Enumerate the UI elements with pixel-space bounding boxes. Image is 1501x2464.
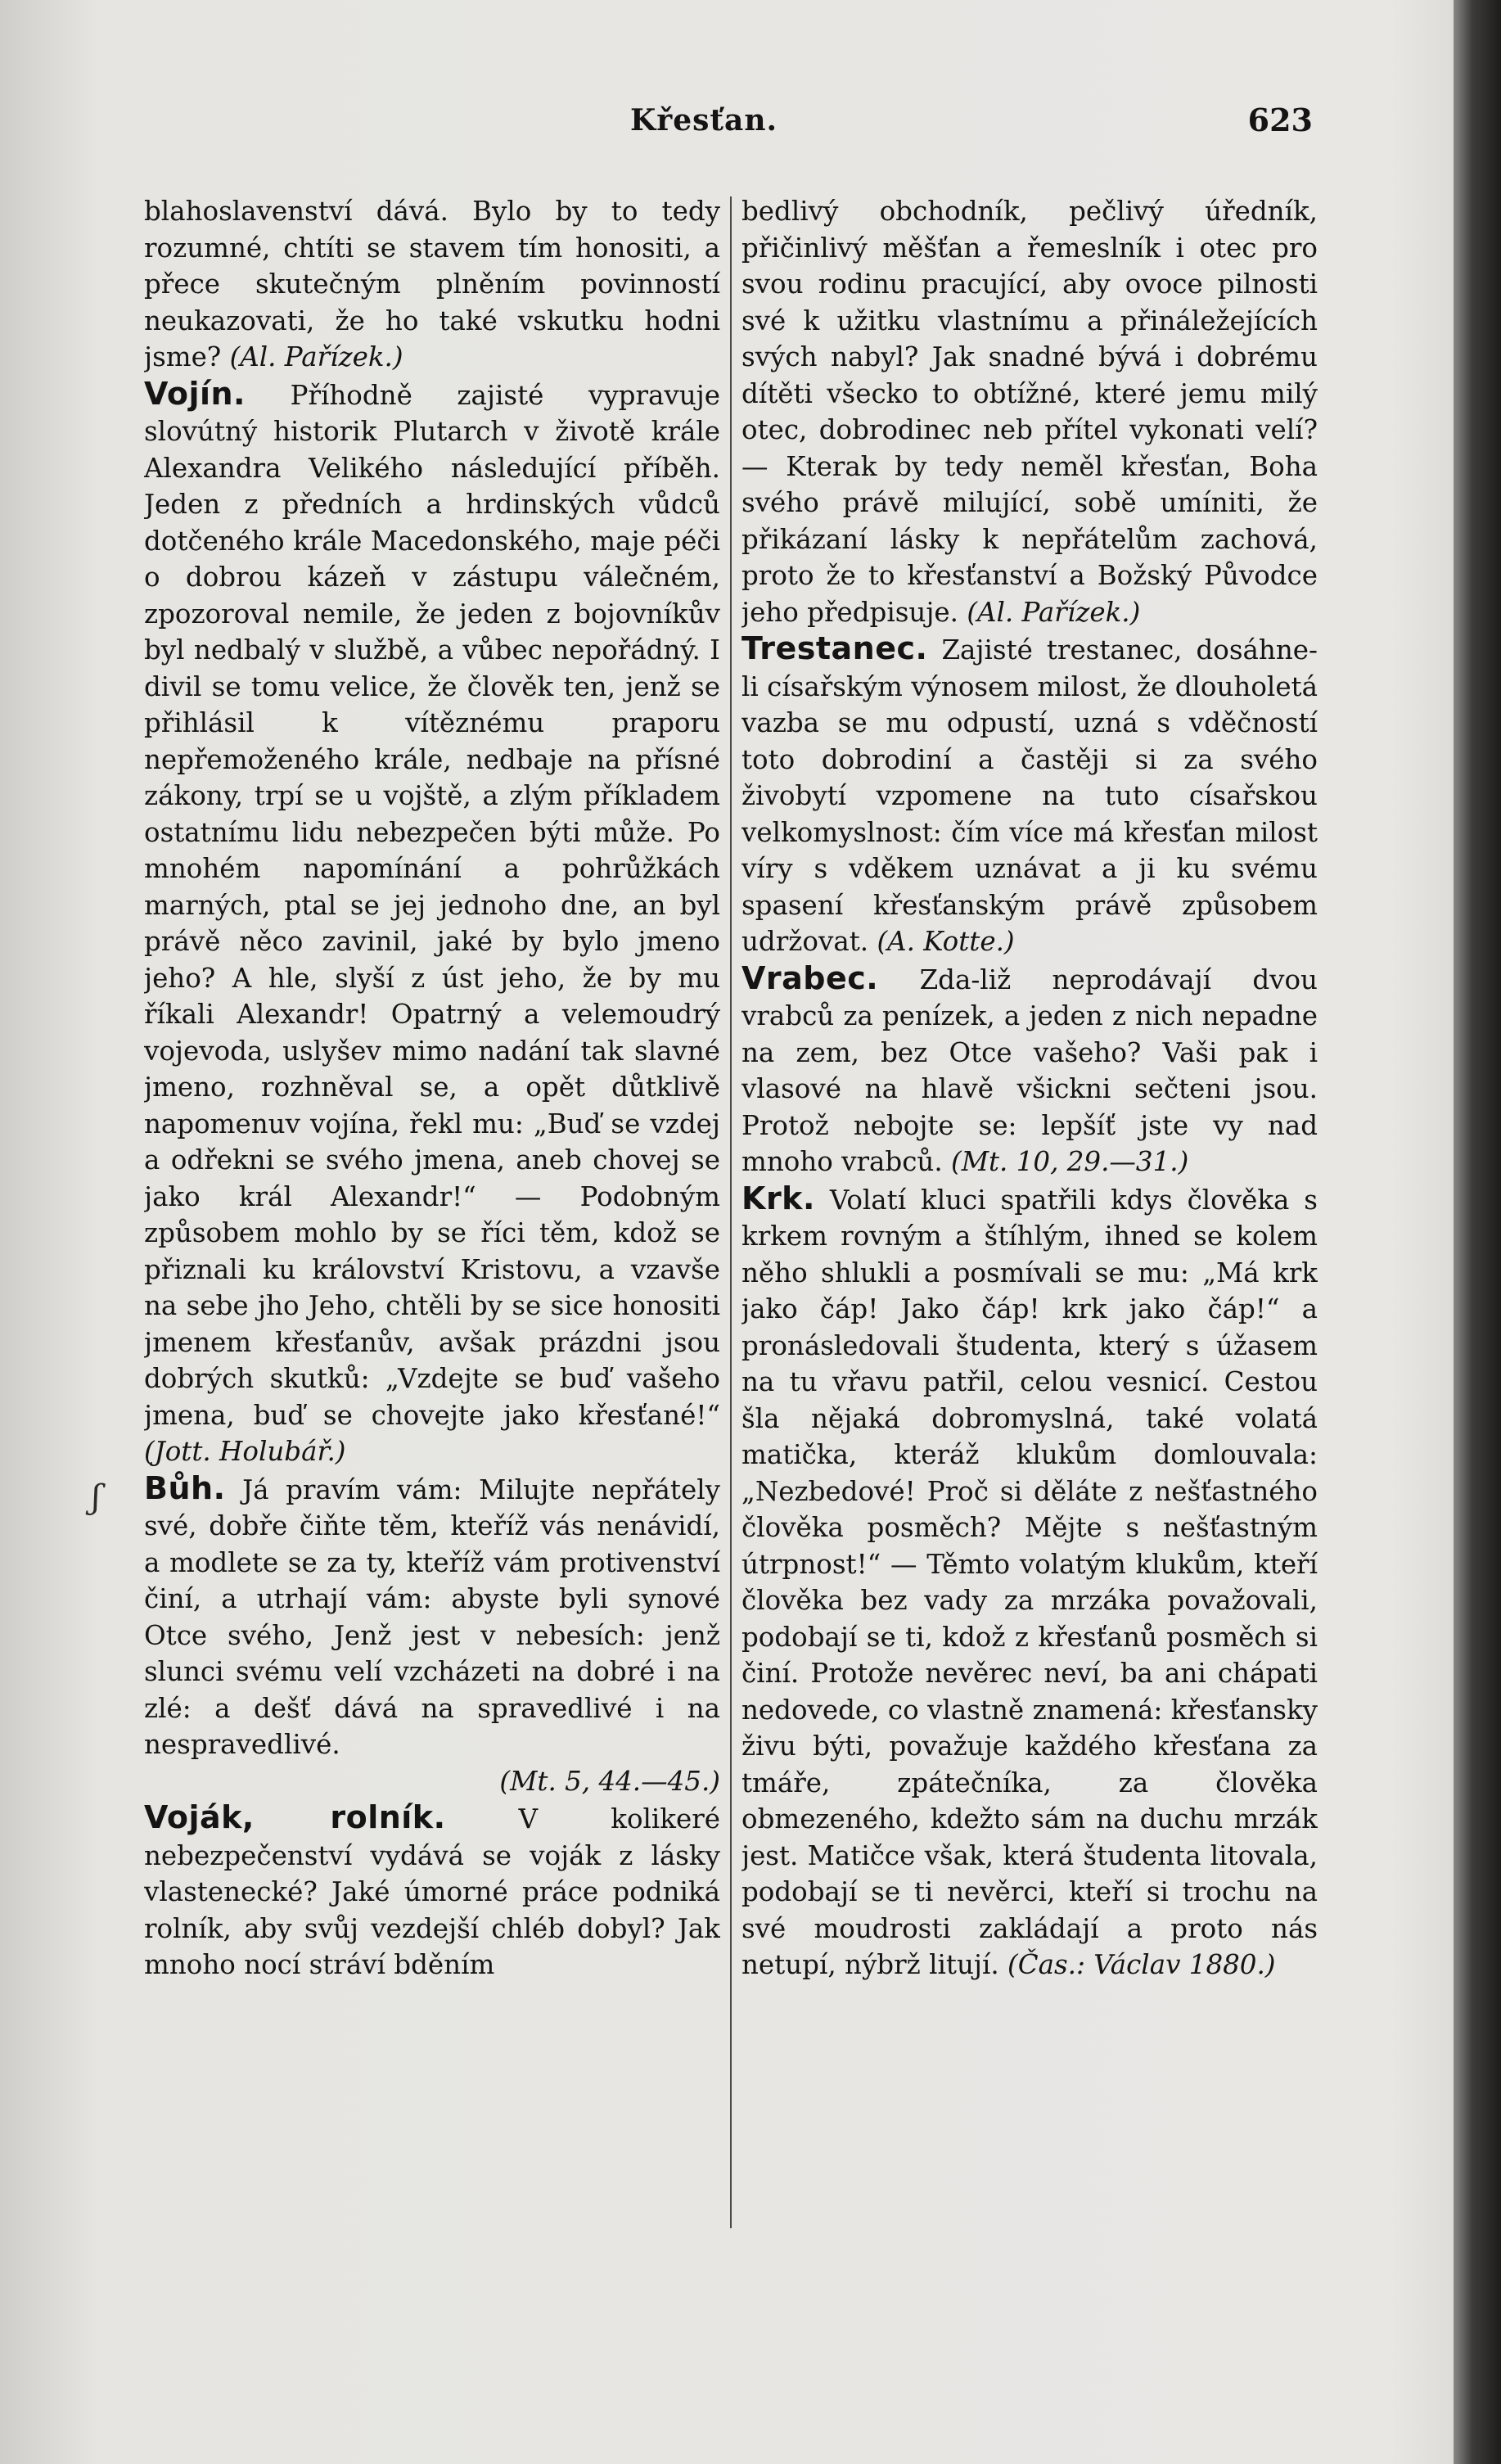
citation: (Al. Pařízek.): [229, 341, 403, 372]
citation: (A. Kotte.): [877, 926, 1015, 957]
book-spine-shadow: [1454, 0, 1501, 2464]
entry-term: Voják, rolník.: [144, 1799, 446, 1835]
running-header-title: Křesťan.: [629, 103, 778, 138]
citation: (Mt. 5, 44.—45.): [499, 1765, 720, 1797]
entry-text: Příhodně zajisté vypravuje slovútný historik Plutarch v životě krále Alexandra Velikého následující příběh. Jeden z předních a hrdinských vůdců dotčeného krále Macedonského, maje péči o dobrou kázeň v zástupu válečném, zpozoroval nemile, že jeden z bojovníkův byl nedbalý v službě, a vůbec nepořádný. I divil se tomu velice, že člověk ten, jenž se přihlásil k vítěznému praporu nepřemoženého krále, nedbaje na přísné zákony, trpí se u vojště, a zlým příkladem ostatnímu lidu nebezpečen býti může. Po mnohém napomínání a pohrůžkách marných, ptal se jej jednoho dne, an byl právě něco zavinil, jaké by bylo jmeno jeho? A hle, slyší z úst jeho, že by mu říkali Alexandr! Opatrný a velemoudrý vojevoda, uslyšev mimo nadání tak slavné jmeno, rozhněval se, a opět důtklivě napomenuv vojína, řekl mu: „Buď se vzdej a odřekni se svého jmena, aneb chovej se jako král Alexandr!“ — Podobným způsobem mohlo by se říci těm, kdož se přiznali ku království Kristovu, a vzavše na sebe jho Jeho, chtěli by se sice honositi jmenem křesťanův, avšak prázdni jsou dobrých skutků: „Vzdejte se buď vašeho jmena, buď se chovejte jako křesťané!“: [144, 379, 720, 1431]
entry-vojak-rolnik: [144, 1799, 720, 1983]
entry-term: Bůh.: [144, 1469, 226, 1506]
entry-krk: [741, 1180, 1318, 1983]
entry-text: Já pravím vám: Milujte nepřátely své, dobře čiňte těm, kteříž vás nenávidí, a modlete se za ty, kteříž vám protivenství činí, a utrhají vám: abyste byli synové Otce svého, Jenž jest v nebesích: jenž slunci svému velí vzcházeti na dobré i na zlé: a dešť dává na spravedlivé i na nespravedlivé.: [144, 1473, 720, 1760]
citation: (Jott. Holubář.): [144, 1436, 346, 1467]
column-divider: [730, 196, 732, 2228]
entry-term: Trestanec.: [741, 630, 928, 666]
right-column: [741, 193, 1318, 2387]
entry-term: Vrabec.: [741, 959, 879, 996]
entry-text: Volatí kluci spatřili kdys člověka s krkem rovným a štíhlým, ihned se kolem něho shlukli a posmívali se mu: „Má krk jako čáp! Jako čáp! krk jako čáp!“ a pronásledovali študenta, který s úžasem na tu vřavu patřil, celou vesnicí. Cestou šla nějaká dobromyslná, také volatá matička, kteráž klukům domlouvala: „Nezbedové! Proč si děláte z nešťastného člověka posměch? Mějte s nešťastným útrpnost!“ — Těmto volatým klukům, kteří člověka bez vady za mrzáka považovali, podobají se ti, kdož z křesťanů posměch si činí. Protože nevěrec neví, ba ani chápati nedovede, co vlastně znamená: křesťansky živu býti, považuje každého křesťana za tmáře, zpátečníka, za člověka obmezeného, kdežto sám na duchu mrzák jest. Matičce však, která študenta litovala, podobají se ti nevěrci, kteří si trochu na své moudrosti zakládají a proto nás netupí, nýbrž litují.: [741, 1184, 1318, 1980]
citation: (Al. Pařízek.): [967, 596, 1141, 628]
citation: (Čas.: Václav 1880.): [1007, 1949, 1276, 1980]
entry-continuation: [144, 193, 720, 376]
left-column: [144, 193, 720, 2387]
entry-continuation: [741, 193, 1318, 630]
entry-trestanec: [741, 630, 1318, 960]
entry-text: Zda-liž neprodávají dvou vrabců za penízek, a jeden z nich nepadne na zem, bez Otce vašeho? Vaši pak i vlasové na hlavě všickni sečteni jsou. Protož nebojte se: lepšíť jste vy nad mnoho vrabců.: [741, 963, 1318, 1177]
margin-pencil-mark: ʃ: [92, 1478, 101, 1516]
entry-vojin: [144, 376, 720, 1470]
entry-vrabec: [741, 960, 1318, 1180]
citation-line: [144, 1763, 720, 1800]
entry-buh: [144, 1470, 720, 1763]
entry-term: Krk.: [741, 1180, 815, 1216]
citation: (Mt. 10, 29.—31.): [951, 1146, 1189, 1177]
entry-text: bedlivý obchodník, pečlivý úředník, přičinlivý měšťan a řemeslník i otec pro svou rodinu pracující, aby ovoce pilnosti své k užitku vlastnímu a přináležejících svých nabyl? Jak snadné bývá i dobrému dítěti všecko to obtížné, které jemu milý otec, dobrodinec neb přítel vykonati velí? — Kterak by tedy neměl křesťan, Boha svého právě milující, sobě umíniti, že přikázaní lásky k nepřátelům zachová, proto že to křesťanství a Božský Původce jeho předpisuje.: [741, 196, 1318, 628]
page-number: 623: [1247, 102, 1313, 138]
entry-text: V kolikeré nebezpečenství vydává se voják z lásky vlastenecké? Jaké úmorné práce podniká rolník, aby svůj vezdejší chléb dobyl? Jak mnoho nocí stráví bděním: [144, 1803, 720, 1980]
entry-term: Vojín.: [144, 375, 246, 412]
entry-text: Zajisté trestanec, dosáhne-li císařským výnosem milost, že dlouholetá vazba se mu odpustí, uzná s vděčností toto dobrodiní a častěji si za svého živobytí vzpomene na tuto císařskou velkomyslnost: čím více má křesťan milost víry s vděkem uznávat a ji ku svému spasení křesťanským právě způsobem udržovat.: [741, 634, 1318, 957]
entry-text: blahoslavenství dává. Bylo by to tedy rozumné, chtíti se stavem tím honositi, a přece skutečným plněním povinností neukazovati, že ho také vskutku hodni jsme?: [144, 196, 720, 372]
